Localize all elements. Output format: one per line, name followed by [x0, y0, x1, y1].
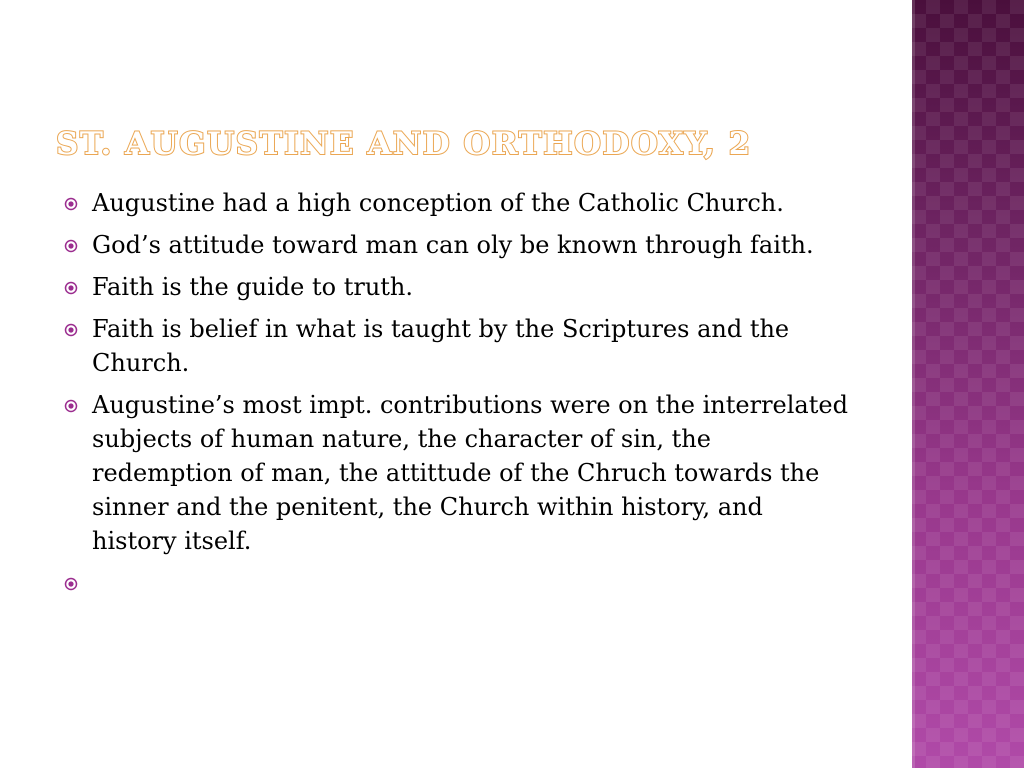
bullet-item: [62, 312, 852, 380]
bullet-text: Faith is the guide to truth.: [92, 273, 414, 301]
bullet-text: God’s attitude toward man can oly be known through faith.: [92, 231, 814, 259]
bullet-item-empty: [62, 566, 852, 600]
bullet-text: [92, 566, 852, 600]
bullet-item: [62, 388, 852, 558]
bullet-text: Augustine had a high conception of the Catholic Church.: [92, 189, 784, 217]
decorative-side-band: [912, 0, 1024, 768]
circled-dot-bullet-icon: [64, 399, 78, 413]
circled-dot-bullet-icon: [64, 323, 78, 337]
circled-dot-bullet-icon: [64, 197, 78, 211]
diamond-pattern: [912, 0, 1024, 768]
side-band-edge: [912, 0, 915, 768]
bullet-text: Augustine’s most impt. contributions were on the interrelated subjects of human nature, the character of sin, the redemption of man, the attittude of the Chruch towards the sinner and the penitent, the Church within history, and history itself.: [92, 391, 848, 555]
circled-dot-bullet-icon: [64, 239, 78, 253]
bullet-text: Faith is belief in what is taught by the Scriptures and the Church.: [92, 315, 790, 377]
circled-dot-bullet-icon: [64, 577, 78, 591]
circled-dot-bullet-icon: [64, 281, 78, 295]
bullet-item: [62, 186, 852, 220]
bullet-item: [62, 228, 852, 262]
bullet-list: [62, 186, 852, 608]
bullet-item: [62, 270, 852, 304]
slide-title: ST. AUGUSTINE AND ORTHODOXY, 2: [56, 126, 752, 162]
